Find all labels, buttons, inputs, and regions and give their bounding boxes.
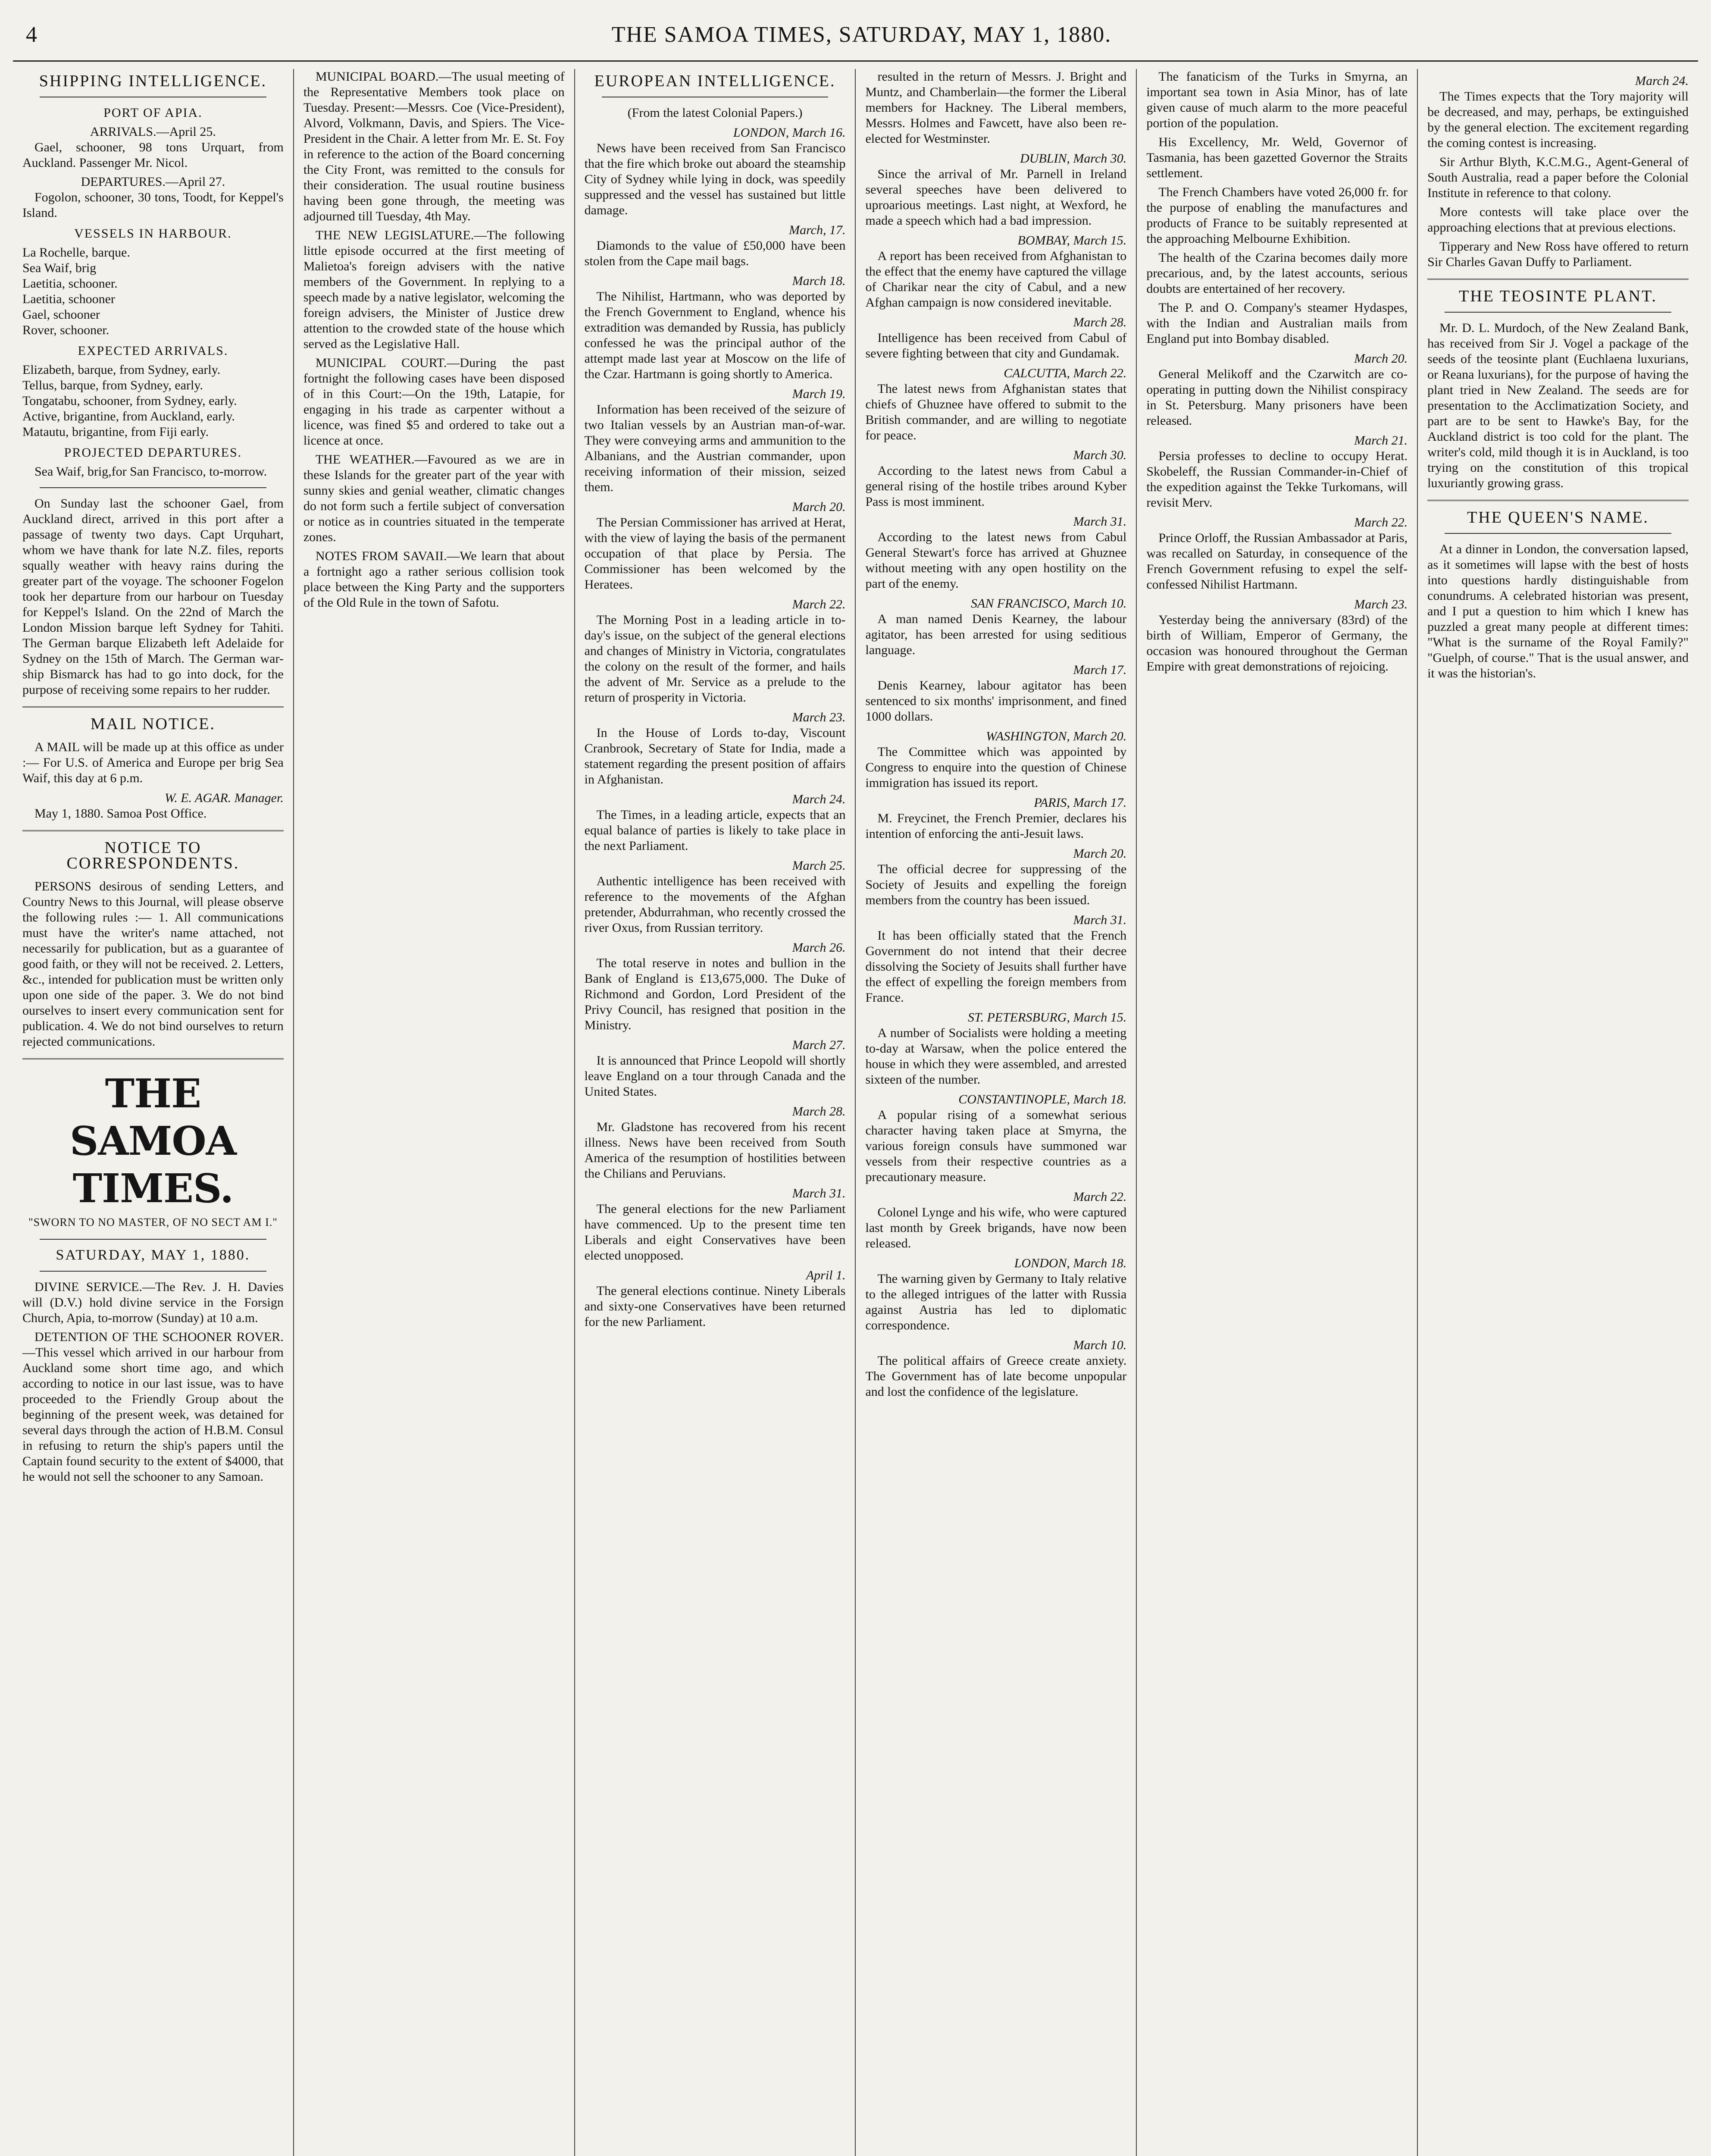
- column-1: [13, 69, 294, 2156]
- european-dateline: April 1.: [806, 1268, 846, 1282]
- european-paragraph: The Nihilist, Hartmann, who was deported by the French Government to England, whence his extradition was demanded by Russia, has publicly confessed he was the principal author of the attempt made last year at Moscow on the life of the Czar. Hartmann is going shortly to America.: [584, 289, 846, 381]
- column-4-dateline: PARIS, March 17.: [1034, 796, 1127, 810]
- column-5-paragraph: General Melikoff and the Czarwitch are co-operating in putting down the Nihilist conspiracy in St. Petersburg. Many prisoners have been released.: [1146, 367, 1408, 428]
- divider: [22, 830, 284, 831]
- port-heading: PORT OF APIA.: [103, 106, 203, 120]
- new-legislature: THE NEW LEGISLATURE.—The following little episode occurred at the first meeting of Malietoa's foreign advisers with the native members of the Government. In replying to a speech made by a native legislator, welcoming the foreign advisers, the Minister of Justice drew attention to the crowded state of the house which served as the Legislative Hall.: [303, 228, 565, 351]
- column-4-dateline: March 17.: [1073, 663, 1127, 677]
- vessel-item: Gael, schooner: [22, 307, 100, 322]
- newspaper-page: [13, 9, 1698, 2156]
- municipal-court: MUNICIPAL COURT.—During the past fortnight the following cases have been disposed of in this Court:—On the 19th, Latapie, for engaging in his trade as carpenter without a licence, was fined $5 and ordered to take out a licence at once.: [303, 356, 565, 448]
- vessel-item: Sea Waif, brig: [22, 261, 97, 275]
- column-4-paragraph: Colonel Lynge and his wife, who were captured last month by Greek brigands, have now been released.: [865, 1205, 1127, 1250]
- vessels-heading: VESSELS IN HARBOUR.: [74, 226, 232, 241]
- notice-text: PERSONS desirous of sending Letters, and Country News to this Journal, will please observe the following rules :— 1. All communications must have the writer's name attached, not necessarily for publication, but as a guarantee of good faith, or they will not be received. 2. Letters, &c., intended for publication must be written only upon one side of the paper. 3. We do not bind ourselves to insert every communication sent for publication. 4. We do not bind ourselves to return rejected communications.: [22, 879, 284, 1049]
- column-4-dateline: March 22.: [1073, 1190, 1127, 1204]
- european-items: [585, 125, 846, 1330]
- european-dateline: March 26.: [792, 940, 846, 955]
- column-6-paragraph: More contests will take place over the approaching elections that at previous elections.: [1427, 205, 1689, 235]
- mail-sign: W. E. AGAR. Manager.: [165, 791, 284, 805]
- column-4-paragraph: The political affairs of Greece create anxiety. The Government has of late become unpopular and lost the confidence of the legislature.: [865, 1354, 1127, 1399]
- column-6-paragraph: Sir Arthur Blyth, K.C.M.G., Agent-General of South Australia, read a paper before the Colonial Institute in reference to that colony.: [1427, 155, 1689, 200]
- column-4-dateline: CONSTANTINOPLE, March 18.: [958, 1092, 1127, 1106]
- column-4: [856, 69, 1137, 2156]
- column-4-paragraph: According to the latest news from Cabul a general rising of the hostile tribes around Kyber Pass is most imminent.: [865, 464, 1127, 509]
- european-paragraph: The Morning Post in a leading article in to-day's issue, on the subject of the general elections and changes of Ministry in Victoria, congratulates the colony on the result of the former, and hails the advent of Mr. Service as a prelude to the return of prosperity in Victoria.: [584, 613, 846, 705]
- divider: [1427, 279, 1689, 280]
- column-6-dateline: March 24.: [1635, 74, 1689, 88]
- european-paragraph: The general elections continue. Ninety Liberals and sixty-one Conservatives have been returned for the new Parliament.: [584, 1284, 846, 1329]
- column-4-dateline: March 30.: [1073, 448, 1127, 462]
- expected-item: Elizabeth, barque, from Sydney, early.: [22, 363, 221, 377]
- european-dateline: LONDON, March 16.: [733, 125, 846, 140]
- european-dateline: March 19.: [792, 387, 846, 401]
- vessel-item: Rover, schooner.: [22, 323, 109, 337]
- column-4-paragraph: A popular rising of a somewhat serious character having taken place at Smyrna, the various foreign consuls have summoned war vessels from their respective countries as a precautionary measure.: [865, 1108, 1127, 1184]
- column-5-paragraph: The fanaticism of the Turks in Smyrna, an important sea town in Asia Minor, has of late given cause of much alarm to the more peaceful portion of the population.: [1146, 69, 1408, 130]
- notice-heading: NOTICE TO CORRESPONDENTS.: [66, 839, 240, 872]
- column-5-paragraph: Prince Orloff, the Russian Ambassador at Paris, was recalled on Saturday, in consequence of the French Government refusing to expel the self-confessed Nihilist Hartmann.: [1146, 531, 1408, 592]
- column-4-dateline: DUBLIN, March 30.: [1020, 151, 1127, 166]
- european-dateline: March 20.: [792, 500, 846, 514]
- column-4-dateline: SAN FRANCISCO, March 10.: [970, 596, 1127, 611]
- column-5-paragraph: Yesterday being the anniversary (83rd) of the birth of William, Emperor of Germany, the occasion was honoured throughout the German Empire with great demonstrations of rejoicing.: [1146, 613, 1408, 674]
- detention-rover: DETENTION OF THE SCHOONER ROVER.—This vessel which arrived in our harbour from Auckland some short time ago, and which according to notice in our last issue, was to have proceeded to the Friendly Group about the beginning of the present week, was detained for several days through the action of H.B.M. Consul in refusing to return the ship's papers until the Captain found security to the extent of $4000, that he would not sell the schooner to any Samoan.: [22, 1330, 284, 1484]
- teosinte-heading: THE TEOSINTE PLANT.: [1459, 287, 1657, 305]
- column-4-paragraph: It has been officially stated that the French Government do not intend that their decree dissolving the Society of Jesuits shall further have the effect of expelling the foreign members from France.: [865, 928, 1127, 1005]
- running-head-title: THE SAMOA TIMES, SATURDAY, MAY 1, 1880.: [611, 22, 1112, 47]
- column-4-paragraph: M. Freycinet, the French Premier, declares his intention of enforcing the anti-Jesuit laws.: [865, 811, 1127, 841]
- column-5-dateline: March 22.: [1354, 515, 1408, 530]
- column-6: [1418, 69, 1698, 2156]
- european-dateline: March 18.: [792, 274, 846, 288]
- european-heading: EUROPEAN INTELLIGENCE.: [594, 72, 836, 90]
- queen-text: At a dinner in London, the conversation lapsed, as it sometimes will lapse with the best of hosts into questions hardly distinguishable from conundrums. A celebrated historian was present, and I put a question to him which I knew has puzzled a great many people at different times: "What is the surname of the Royal Family?" "Guelph, of course." That is the usual answer, and it was the historian's.: [1427, 542, 1689, 680]
- european-dateline: March 31.: [792, 1186, 846, 1200]
- columns: [13, 69, 1698, 2156]
- weather: THE WEATHER.—Favoured as we are in these Islands for the greater part of the year with sunny skies and genial weather, climatic changes do not form such a fertile subject of conversation or notice as in countries situated in the temperate zones.: [303, 452, 565, 544]
- mail-heading: MAIL NOTICE.: [90, 715, 216, 733]
- column-4-items: [865, 69, 1126, 1400]
- divider: [1445, 312, 1671, 313]
- column-5-dateline: March 21.: [1354, 433, 1408, 448]
- vessel-item: Laetitia, schooner.: [22, 276, 118, 291]
- column-4-paragraph: According to the latest news from Cabul General Stewart's force has arrived at Ghuznee without meeting with any open hostility on the part of the enemy.: [865, 530, 1127, 591]
- municipal-board: MUNICIPAL BOARD.—The usual meeting of the Representative Members took place on Tuesday. Present:—Messrs. Coe (Vice-President), Alvord, Volkmann, Davis, and Spiers. The Vice-President in the Chair. A letter from Mr. E. St. Foy in reference to the action of the Board concerning the City Front, was remitted to the consuls for their consideration. The usual routine business having been gone through, the meeting was adjourned till Tuesday, 4th May.: [303, 69, 565, 223]
- european-paragraph: The general elections for the new Parliament have commenced. Up to the present time ten Liberals and eight Conservatives have been elected unopposed.: [584, 1202, 846, 1263]
- mail-date: May 1, 1880. Samoa Post Office.: [34, 806, 207, 821]
- column-4-dateline: March 31.: [1073, 514, 1127, 529]
- european-dateline: March 28.: [792, 1104, 846, 1119]
- expected-heading: EXPECTED ARRIVALS.: [78, 344, 228, 358]
- european-paragraph: The Persian Commissioner has arrived at Herat, with the view of laying the basis of the permanent occupation of that place by Persia. The Commissioner has been welcomed by the Heratees.: [584, 515, 846, 592]
- column-6-items: [1427, 73, 1689, 270]
- projected-text: Sea Waif, brig,for San Francisco, to-morrow.: [34, 464, 267, 479]
- column-4-paragraph: A report has been received from Afghanistan to the effect that the enemy have captured the village of Charikar near the city of Cabul, and a new Afghan campaign is now considered inevitable.: [865, 249, 1127, 310]
- european-dateline: March 23.: [792, 710, 846, 724]
- divider: [40, 1239, 266, 1240]
- projected-heading: PROJECTED DEPARTURES.: [64, 445, 242, 460]
- european-paragraph: It is announced that Prince Leopold will shortly leave England on a tour through Canada and the United States.: [584, 1053, 846, 1099]
- european-paragraph: Information has been received of the seizure of two Italian vessels by an Austrian man-of-war. They were conveying arms and ammunition to the Albanians, and the Austrian commander, upon receiving information of their mission, seized them.: [584, 402, 846, 494]
- column-4-paragraph: The latest news from Afghanistan states that chiefs of Ghuznee have offered to submit to the British commander, and are willing to negotiate for peace.: [865, 382, 1127, 442]
- vessel-item: Laetitia, schooner: [22, 292, 115, 306]
- divider: [22, 1058, 284, 1059]
- european-source: (From the latest Colonial Papers.): [627, 106, 803, 120]
- running-header: [13, 9, 1698, 62]
- column-5-dateline: March 23.: [1354, 597, 1408, 611]
- page-number: 4: [26, 22, 38, 47]
- column-5-paragraph: The French Chambers have voted 26,000 fr. for the purpose of enabling the manufactures and products of France to be suitably represented at the approaching Melbourne Exhibition.: [1146, 185, 1408, 246]
- queen-heading: THE QUEEN'S NAME.: [1467, 508, 1649, 526]
- column-5-paragraph: The health of the Czarina becomes daily more precarious, and, by the latest accounts, serious doubts are entertained of her recovery.: [1146, 251, 1408, 296]
- column-4-dateline: March 31.: [1073, 913, 1127, 927]
- column-4-paragraph: The Committee which was appointed by Congress to enquire into the question of Chinese immigration has issued its report.: [865, 745, 1127, 790]
- column-5-dateline: March 20.: [1354, 351, 1408, 366]
- mail-text: A MAIL will be made up at this office as under :— For U.S. of America and Europe per brig Sea Waif, this day at 6 p.m.: [22, 740, 284, 785]
- column-4-paragraph: The warning given by Germany to Italy relative to the alleged intrigues of the latter with Russia against Austria has led to diplomatic correspondence.: [865, 1272, 1127, 1332]
- column-4-paragraph: A number of Socialists were holding a meeting to-day at Warsaw, when the police entered the house in which they were assembled, and arrested sixteen of the number.: [865, 1026, 1127, 1087]
- departures-label: DEPARTURES.—April 27.: [81, 175, 225, 189]
- divider: [1445, 533, 1671, 534]
- arrival-text: Gael, schooner, 98 tons Urquart, from Auckland. Passenger Mr. Nicol.: [22, 140, 284, 170]
- divider: [40, 1271, 266, 1272]
- european-paragraph: The total reserve in notes and bullion in the Bank of England is £13,675,000. The Duke of Richmond and Gordon, Lord President of the Privy Council, has resigned that position in the Ministry.: [584, 956, 846, 1032]
- column-4-paragraph: The official decree for suppressing of the Society of Jesuits and expelling the foreign members from the country has been issued.: [865, 862, 1127, 907]
- column-5-items: [1146, 69, 1408, 674]
- vessel-item: La Rochelle, barque.: [22, 245, 130, 260]
- column-4-dateline: LONDON, March 18.: [1014, 1256, 1127, 1270]
- column-3: [575, 69, 856, 2156]
- shipping-news: On Sunday last the schooner Gael, from Auckland direct, arrived in this port after a passage of twenty two days. Capt Urquhart, whom we have thank for late N.Z. files, reports squally weather with heavy rains during the greater part of the voyage. The schooner Fogelon took her departure from our harbour on Tuesday for Keppel's Island. On the 22nd of March the London Mission barque left Sydney for Tahiti. The German barque Elizabeth left Adelaide for Sydney on the 15th of March. The German war-ship Bismarck has had to go into dock, for the purpose of receiving some repairs to her rudder.: [22, 496, 284, 697]
- column-4-paragraph: Denis Kearney, labour agitator has been sentenced to six months' imprisonment, and fined 1000 dollars.: [865, 678, 1127, 724]
- paper-date: SATURDAY, MAY 1, 1880.: [56, 1247, 250, 1263]
- european-paragraph: Mr. Gladstone has recovered from his recent illness. News have been received from South America of the resumption of hostilities between the Chilians and Peruvians.: [584, 1120, 846, 1181]
- european-dateline: March 22.: [792, 597, 846, 611]
- column-4-paragraph: resulted in the return of Messrs. J. Bright and Muntz, and Chamberlain—the former the Liberal members for Hackney. The Liberal members, Messrs. Holmes and Fawcett, have also been re-elected for Westminster.: [865, 69, 1127, 146]
- expected-item: Tongatabu, schooner, from Sydney, early.: [22, 394, 237, 408]
- column-5-paragraph: His Excellency, Mr. Weld, Governor of Tasmania, has been gazetted Governor the Straits settlement.: [1146, 135, 1408, 180]
- shipping-heading: SHIPPING INTELLIGENCE.: [39, 72, 267, 90]
- paper-motto: "SWORN TO NO MASTER, OF NO SECT AM I.": [28, 1216, 278, 1228]
- column-5-paragraph: The P. and O. Company's steamer Hydaspes, with the Indian and Australian mails from England put into Bombay disabled.: [1146, 301, 1408, 346]
- notes-savaii: NOTES FROM SAVAII.—We learn that about a fortnight ago a rather serious collision took place between the King Party and the supporters of the Old Rule in the town of Safotu.: [303, 549, 565, 610]
- column-4-paragraph: A man named Denis Kearney, the labour agitator, has been arrested for using seditious language.: [865, 612, 1127, 657]
- european-paragraph: News have been received from San Francisco that the fire which broke out aboard the steamship City of Sydney while lying in dock, was speedily suppressed and the vessel has sustained but little damage.: [584, 141, 846, 217]
- column-6-paragraph: The Times expects that the Tory majority will be decreased, and may, perhaps, be extinguished by the general election. The excitement regarding the coming contest is increasing.: [1427, 89, 1689, 150]
- divider: [40, 487, 266, 488]
- expected-item: Matautu, brigantine, from Fiji early.: [22, 425, 209, 439]
- european-dateline: March, 17.: [789, 223, 846, 237]
- teosinte-text: Mr. D. L. Murdoch, of the New Zealand Bank, has received from Sir J. Vogel a package of the seeds of the teosinte plant (Euchlaena luxurians, or Reana luxurians), for the purpose of having the plant tried in New Zealand. The seeds are for presentation to the Acclimatization Society, and part are to be sent to Hawke's Bay, for the Auckland district is too cold for the plant. The writer's cold, mild though it is in Auckland, is too trying on the constitution of this tropical luxuriantly growing grass.: [1427, 321, 1689, 490]
- column-5: [1137, 69, 1418, 2156]
- column-5-paragraph: Persia professes to decline to occupy Herat. Skobeleff, the Russian Commander-in-Chief of the expedition against the Tekke Turkomans, will revisit Merv.: [1146, 449, 1408, 510]
- european-dateline: March 24.: [792, 792, 846, 806]
- column-2: [294, 69, 575, 2156]
- european-paragraph: The Times, in a leading article, expects that an equal balance of parties is likely to take place in the next Parliament.: [584, 808, 846, 853]
- column-4-dateline: March 20.: [1073, 846, 1127, 861]
- european-paragraph: Authentic intelligence has been received with reference to the movements of the Afghan pretender, Abdurrahman, who recently crossed the river Oxus, from Russian territory.: [584, 874, 846, 935]
- column-4-dateline: ST. PETERSBURG, March 15.: [968, 1010, 1127, 1025]
- column-4-dateline: BOMBAY, March 15.: [1017, 233, 1127, 248]
- column-4-dateline: CALCUTTA, March 22.: [1004, 366, 1127, 380]
- paper-title: THE SAMOA TIMES.: [69, 1070, 236, 1212]
- column-4-paragraph: Intelligence has been received from Cabul of severe fighting between that city and Gundamak.: [865, 331, 1127, 360]
- european-dateline: March 27.: [792, 1038, 846, 1052]
- column-4-dateline: March 28.: [1073, 315, 1127, 329]
- column-6-paragraph: Tipperary and New Ross have offered to return Sir Charles Gavan Duffy to Parliament.: [1427, 239, 1689, 269]
- divider: [22, 706, 284, 708]
- european-paragraph: In the House of Lords to-day, Viscount Cranbrook, Secretary of State for India, made a statement regarding the present position of affairs in Afghanistan.: [584, 726, 846, 787]
- divider: [1427, 500, 1689, 501]
- arrivals-label: ARRIVALS.—April 25.: [90, 125, 216, 139]
- divine-service: DIVINE SERVICE.—The Rev. J. H. Davies will (D.V.) hold divine service in the Forsign Church, Apia, to-morrow (Sunday) at 10 a.m.: [22, 1280, 284, 1325]
- column-4-dateline: March 10.: [1073, 1338, 1127, 1352]
- european-dateline: March 25.: [792, 859, 846, 873]
- departure-text: Fogolon, schooner, 30 tons, Toodt, for Keppel's Island.: [22, 190, 284, 220]
- expected-item: Tellus, barque, from Sydney, early.: [22, 378, 203, 392]
- column-4-dateline: WASHINGTON, March 20.: [986, 729, 1127, 743]
- european-paragraph: Diamonds to the value of £50,000 have been stolen from the Cape mail bags.: [584, 238, 846, 268]
- column-4-paragraph: Since the arrival of Mr. Parnell in Ireland several speeches have been delivered to uproarious meetings. Last night, at Wexford, he made a speech which had a bad impression.: [865, 167, 1127, 228]
- expected-item: Active, brigantine, from Auckland, early.: [22, 409, 235, 423]
